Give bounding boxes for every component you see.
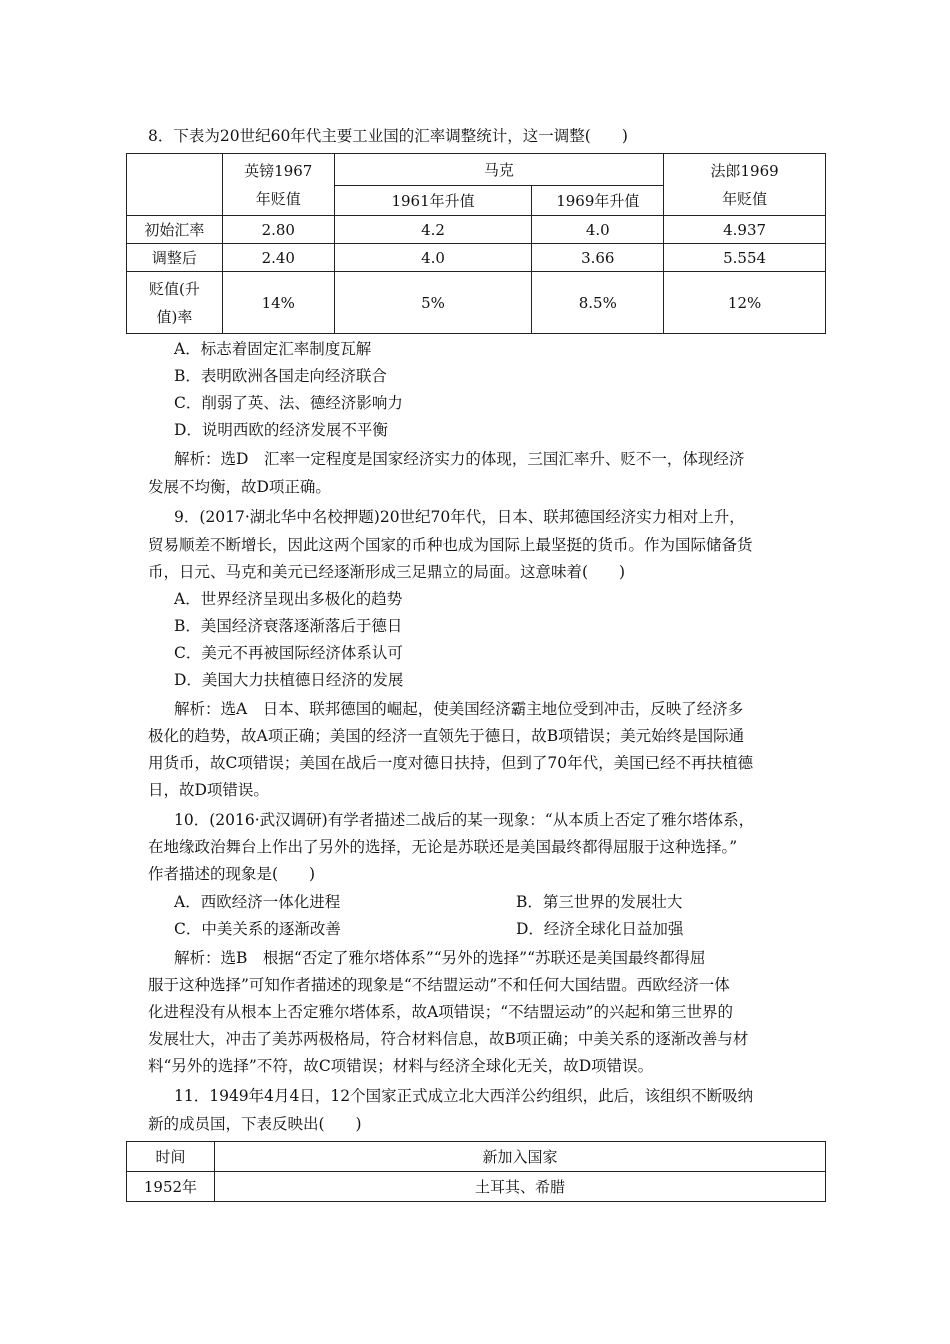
cell: 12%	[664, 272, 826, 334]
header-time: 时间	[127, 1142, 215, 1172]
q10-option-b: B．第三世界的发展壮大	[516, 893, 683, 911]
q10-stem: 在地缘政治舞台上作出了另外的选择，无论是苏联还是美国最终都得屈服于这种选择。”	[148, 838, 738, 856]
q8-option-b: B．表明欧洲各国走向经济联合	[174, 367, 387, 385]
q8-analysis: 发展不均衡，故D项正确。	[148, 478, 331, 496]
header-mark-1961: 1961年升值	[334, 186, 532, 216]
header-mark-1969: 1969年升值	[532, 186, 664, 216]
q10-analysis: 化进程没有从根本上否定雅尔塔体系，故A项错误；“不结盟运动”的兴起和第三世界的	[148, 1003, 734, 1021]
q10-analysis: 解析：选B 根据“否定了雅尔塔体系”“另外的选择”“苏联还是美国最终都得屈	[174, 949, 706, 967]
q10-stem: 10．(2016·武汉调研)有学者描述二战后的某一现象：“从本质上否定了雅尔塔体系，	[174, 811, 755, 829]
cell: 2.40	[222, 244, 334, 272]
q8-exchange-rate-table	[126, 153, 826, 334]
q10-analysis: 服于这种选择”可知作者描述的现象是“不结盟运动”不和任何大国结盟。西欧经济一体	[148, 976, 730, 994]
q9-stem: 贸易顺差不断增长，因此这两个国家的币种也成为国际上最坚挺的货币。作为国际储备货	[148, 536, 753, 554]
row-label: 调整后	[127, 244, 223, 272]
q9-option-d: D．美国大力扶植德日经济的发展	[174, 671, 404, 689]
q9-analysis: 用货币，故C项错误；美国在战后一度对德日扶持，但到了70年代，美国已经不再扶植德	[148, 754, 754, 772]
row-label: 贬值(升 值)率	[127, 272, 223, 334]
q8-option-c: C．削弱了英、法、德经济影响力	[174, 394, 403, 412]
q8-option-a: A．标志着固定汇率制度瓦解	[174, 340, 372, 358]
q9-analysis: 解析：选A 日本、联邦德国的崛起，使美国经济霸主地位受到冲击，反映了经济多	[174, 700, 744, 718]
cell: 1952年	[127, 1172, 215, 1202]
table-corner-cell	[127, 154, 223, 216]
q8-stem: 8．下表为20世纪60年代主要工业国的汇率调整统计，这一调整( )	[148, 127, 628, 145]
table-row	[127, 244, 826, 272]
row-label: 初始汇率	[127, 216, 223, 244]
cell: 3.66	[532, 244, 664, 272]
q9-option-c: C．美元不再被国际经济体系认可	[174, 644, 403, 662]
q10-stem: 作者描述的现象是( )	[148, 865, 316, 883]
q10-option-d: D．经济全球化日益加强	[516, 920, 684, 938]
cell: 4.0	[334, 244, 532, 272]
q11-stem: 新的成员国，下表反映出( )	[148, 1115, 362, 1133]
header-new-members: 新加入国家	[214, 1142, 825, 1172]
header-mark: 马克	[334, 154, 664, 186]
q11-nato-table	[126, 1141, 826, 1202]
cell: 8.5%	[532, 272, 664, 334]
q9-option-a: A．世界经济呈现出多极化的趋势	[174, 590, 403, 608]
q9-stem: 9．(2017·湖北华中名校押题)20世纪70年代，日本、联邦德国经济实力相对上升，	[174, 508, 745, 526]
cell: 2.80	[222, 216, 334, 244]
table-row	[127, 272, 826, 334]
q9-option-b: B．美国经济衰落逐渐落后于德日	[174, 617, 403, 635]
q11-stem: 11．1949年4月4日，12个国家正式成立北大西洋公约组织，此后，该组织不断吸纳	[174, 1087, 754, 1105]
q10-option-c: C．中美关系的逐渐改善	[174, 920, 341, 938]
q9-stem: 币，日元、马克和美元已经逐渐形成三足鼎立的局面。这意味着( )	[148, 563, 626, 581]
cell: 4.0	[532, 216, 664, 244]
cell: 4.937	[664, 216, 826, 244]
cell: 5.554	[664, 244, 826, 272]
cell: 14%	[222, 272, 334, 334]
header-gbp: 英镑1967 年贬值	[222, 154, 334, 216]
q9-analysis: 日，故D项错误。	[148, 781, 269, 799]
q10-analysis: 发展壮大，冲击了美苏两极格局，符合材料信息，故B项正确；中美关系的逐渐改善与材	[148, 1030, 749, 1048]
q8-analysis: 解析：选D 汇率一定程度是国家经济实力的体现，三国汇率升、贬不一，体现经济	[174, 450, 745, 468]
q8-option-d: D．说明西欧的经济发展不平衡	[174, 421, 388, 439]
cell: 4.2	[334, 216, 532, 244]
q9-analysis: 极化的趋势，故A项正确；美国的经济一直领先于德日，故B项错误；美元始终是国际通	[148, 727, 745, 745]
table-row	[127, 1172, 826, 1202]
cell: 土耳其、希腊	[214, 1172, 825, 1202]
q10-option-a: A．西欧经济一体化进程	[174, 893, 341, 911]
cell: 5%	[334, 272, 532, 334]
table-row	[127, 216, 826, 244]
q10-analysis: 料“另外的选择”不符，故C项错误；材料与经济全球化无关，故D项错误。	[148, 1057, 654, 1075]
header-frf: 法郎1969 年贬值	[664, 154, 826, 216]
